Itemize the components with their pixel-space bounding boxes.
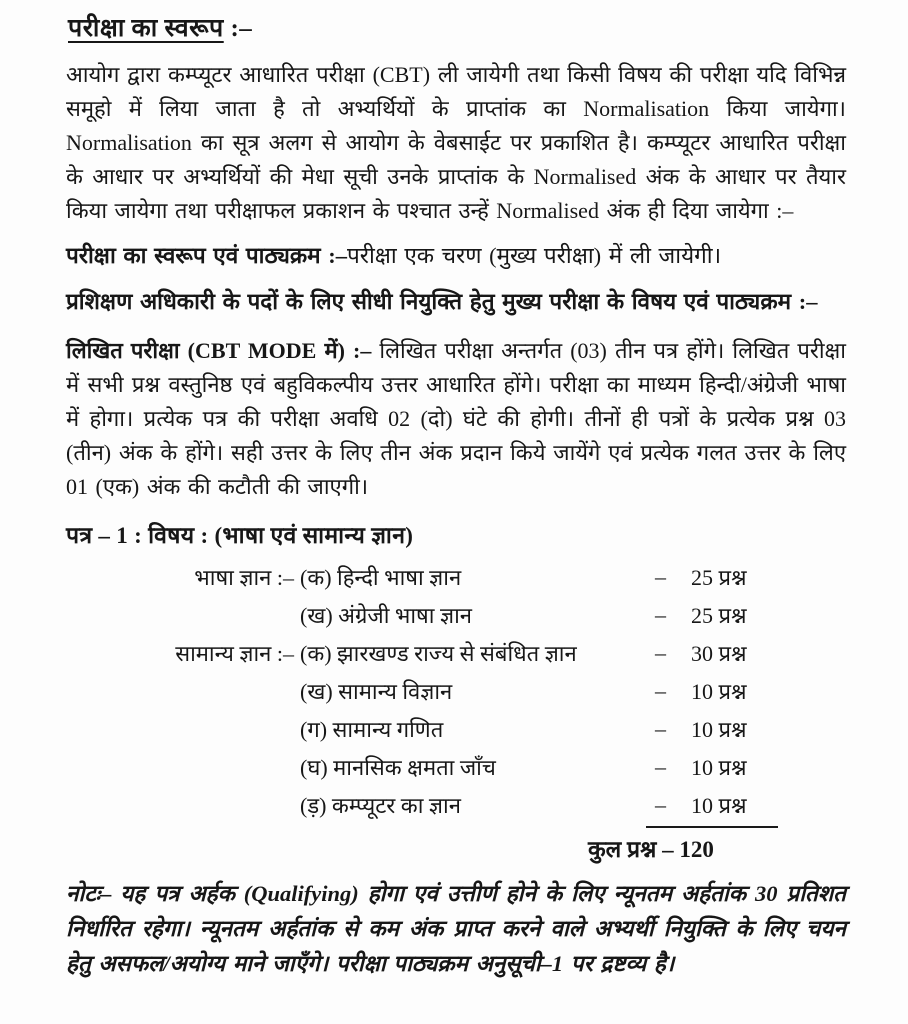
page-title-suffix: :– [223,15,253,42]
page-title-underlined-text: परीक्षा का स्वरूप [68,15,224,42]
dash-separator: – [655,602,666,627]
question-count: 25 प्रश्न [691,603,747,628]
written-exam-rest: लिखित परीक्षा अन्तर्गत (03) तीन पत्र होंगे। लिखित परीक्षा में सभी प्रश्न वस्तुनिष्ठ एवं बहुविकल्पीय उत्तर आधारित होंगे। परीक्षा का माध्यम हिन्दी/अंग्रेजी भाषा में होगा। प्रत्येक पत्र की परीक्षा अवधि 02 (दो) घंटे की होगी। तीनों ही पत्रों के प्रत्येक प्रश्न 03 (तीन) अंक के होंगे। सही उत्तर के लिए तीन अंक प्रदान किये जायेंगे एवं प्रत्येक गलत उत्तर के लिए 01 (एक) अंक की कटौती की जाएगी। [66,338,846,499]
table-row [66,786,846,824]
table-row [66,672,846,710]
subject-table [66,558,846,864]
total-questions-label: कुल प्रश्न – 120 [588,837,714,862]
subject-item: (ख) अंग्रेजी भाषा ज्ञान [300,603,472,628]
intro-paragraph: आयोग द्वारा कम्प्यूटर आधारित परीक्षा (CBT) ली जायेगी तथा किसी विषय की परीक्षा यदि विभिन्न समूहो में लिया जाता है तो अभ्यर्थियों के प्राप्तांक का Normalisation किया जायेगा। Normalisation का सूत्र अलग से आयोग के वेबसाईट पर प्रकाशित है। कम्प्यूटर आधारित परीक्षा के आधार पर अभ्यर्थियों की मेधा सूची उनके प्राप्तांक के Normalised अंक के आधार पर तैयार किया जायेगा तथा परीक्षाफल प्रकाशन के पश्चात उन्हें Normalised अंक ही दिया जायेगा :– [66,62,846,223]
subject-group-label: भाषा ज्ञान :– [194,565,294,590]
page-title [68,10,846,44]
subject-item: (क) झारखण्ड राज्य से संबंधित ज्ञान [300,641,577,666]
table-row [66,596,846,634]
subject-group-label: सामान्य ज्ञान :– [175,641,294,666]
exam-format-line [66,238,846,274]
question-count: 10 प्रश्न [691,793,747,818]
exam-format-lead: परीक्षा का स्वरूप एवं पाठ्यक्रम :– [66,243,347,268]
exam-format-rest: परीक्षा एक चरण (मुख्य परीक्षा) में ली जायेगी। [346,243,722,268]
question-count: 25 प्रश्न [691,565,747,590]
dash-separator: – [655,640,666,665]
question-count: 10 प्रश्न [691,679,747,704]
subject-item: (ग) सामान्य गणित [300,717,444,742]
table-row [66,748,846,786]
dash-separator: – [655,716,666,741]
subject-item: (क) हिन्दी भाषा ज्ञान [300,565,462,590]
table-row [66,710,846,748]
dash-separator: – [655,754,666,779]
subject-item: (ख) सामान्य विज्ञान [300,679,453,704]
question-count: 10 प्रश्न [691,755,747,780]
written-exam-paragraph [66,334,846,504]
dash-separator: – [655,792,666,817]
table-row [66,634,846,672]
question-count: 10 प्रश्न [691,717,747,742]
qualifying-note: नोटः– यह पत्र अर्हक (Qualifying) होगा एवं उत्तीर्ण होने के लिए न्यूनतम अर्हतांक 30 प्रतिशत निर्धारित रहेगा। न्यूनतम अर्हतांक से कम अंक प्राप्त करने वाले अभ्यर्थी नियुक्ति के लिए चयन हेतु असफल/अयोग्य माने जाएँगे। परीक्षा पाठ्यक्रम अनुसूची–1 पर द्रष्टव्य है। [66,881,846,976]
total-block [66,826,846,864]
training-officer-heading: प्रशिक्षण अधिकारी के पदों के लिए सीधी नियुक्ति हेतु मुख्य परीक्षा के विषय एवं पाठ्यक्रम :– [66,289,818,314]
subject-item: (ड़) कम्प्यूटर का ज्ञान [300,793,461,818]
dash-separator: – [655,564,666,589]
paper1-heading: पत्र – 1 : विषय : (भाषा एवं सामान्य ज्ञान) [66,523,414,548]
question-count: 30 प्रश्न [691,641,747,666]
written-exam-lead: लिखित परीक्षा (CBT MODE में) :– [66,338,380,363]
table-row [66,558,846,596]
subject-item: (घ) मानसिक क्षमता जाँच [300,755,496,780]
total-divider [646,826,778,828]
dash-separator: – [655,678,666,703]
